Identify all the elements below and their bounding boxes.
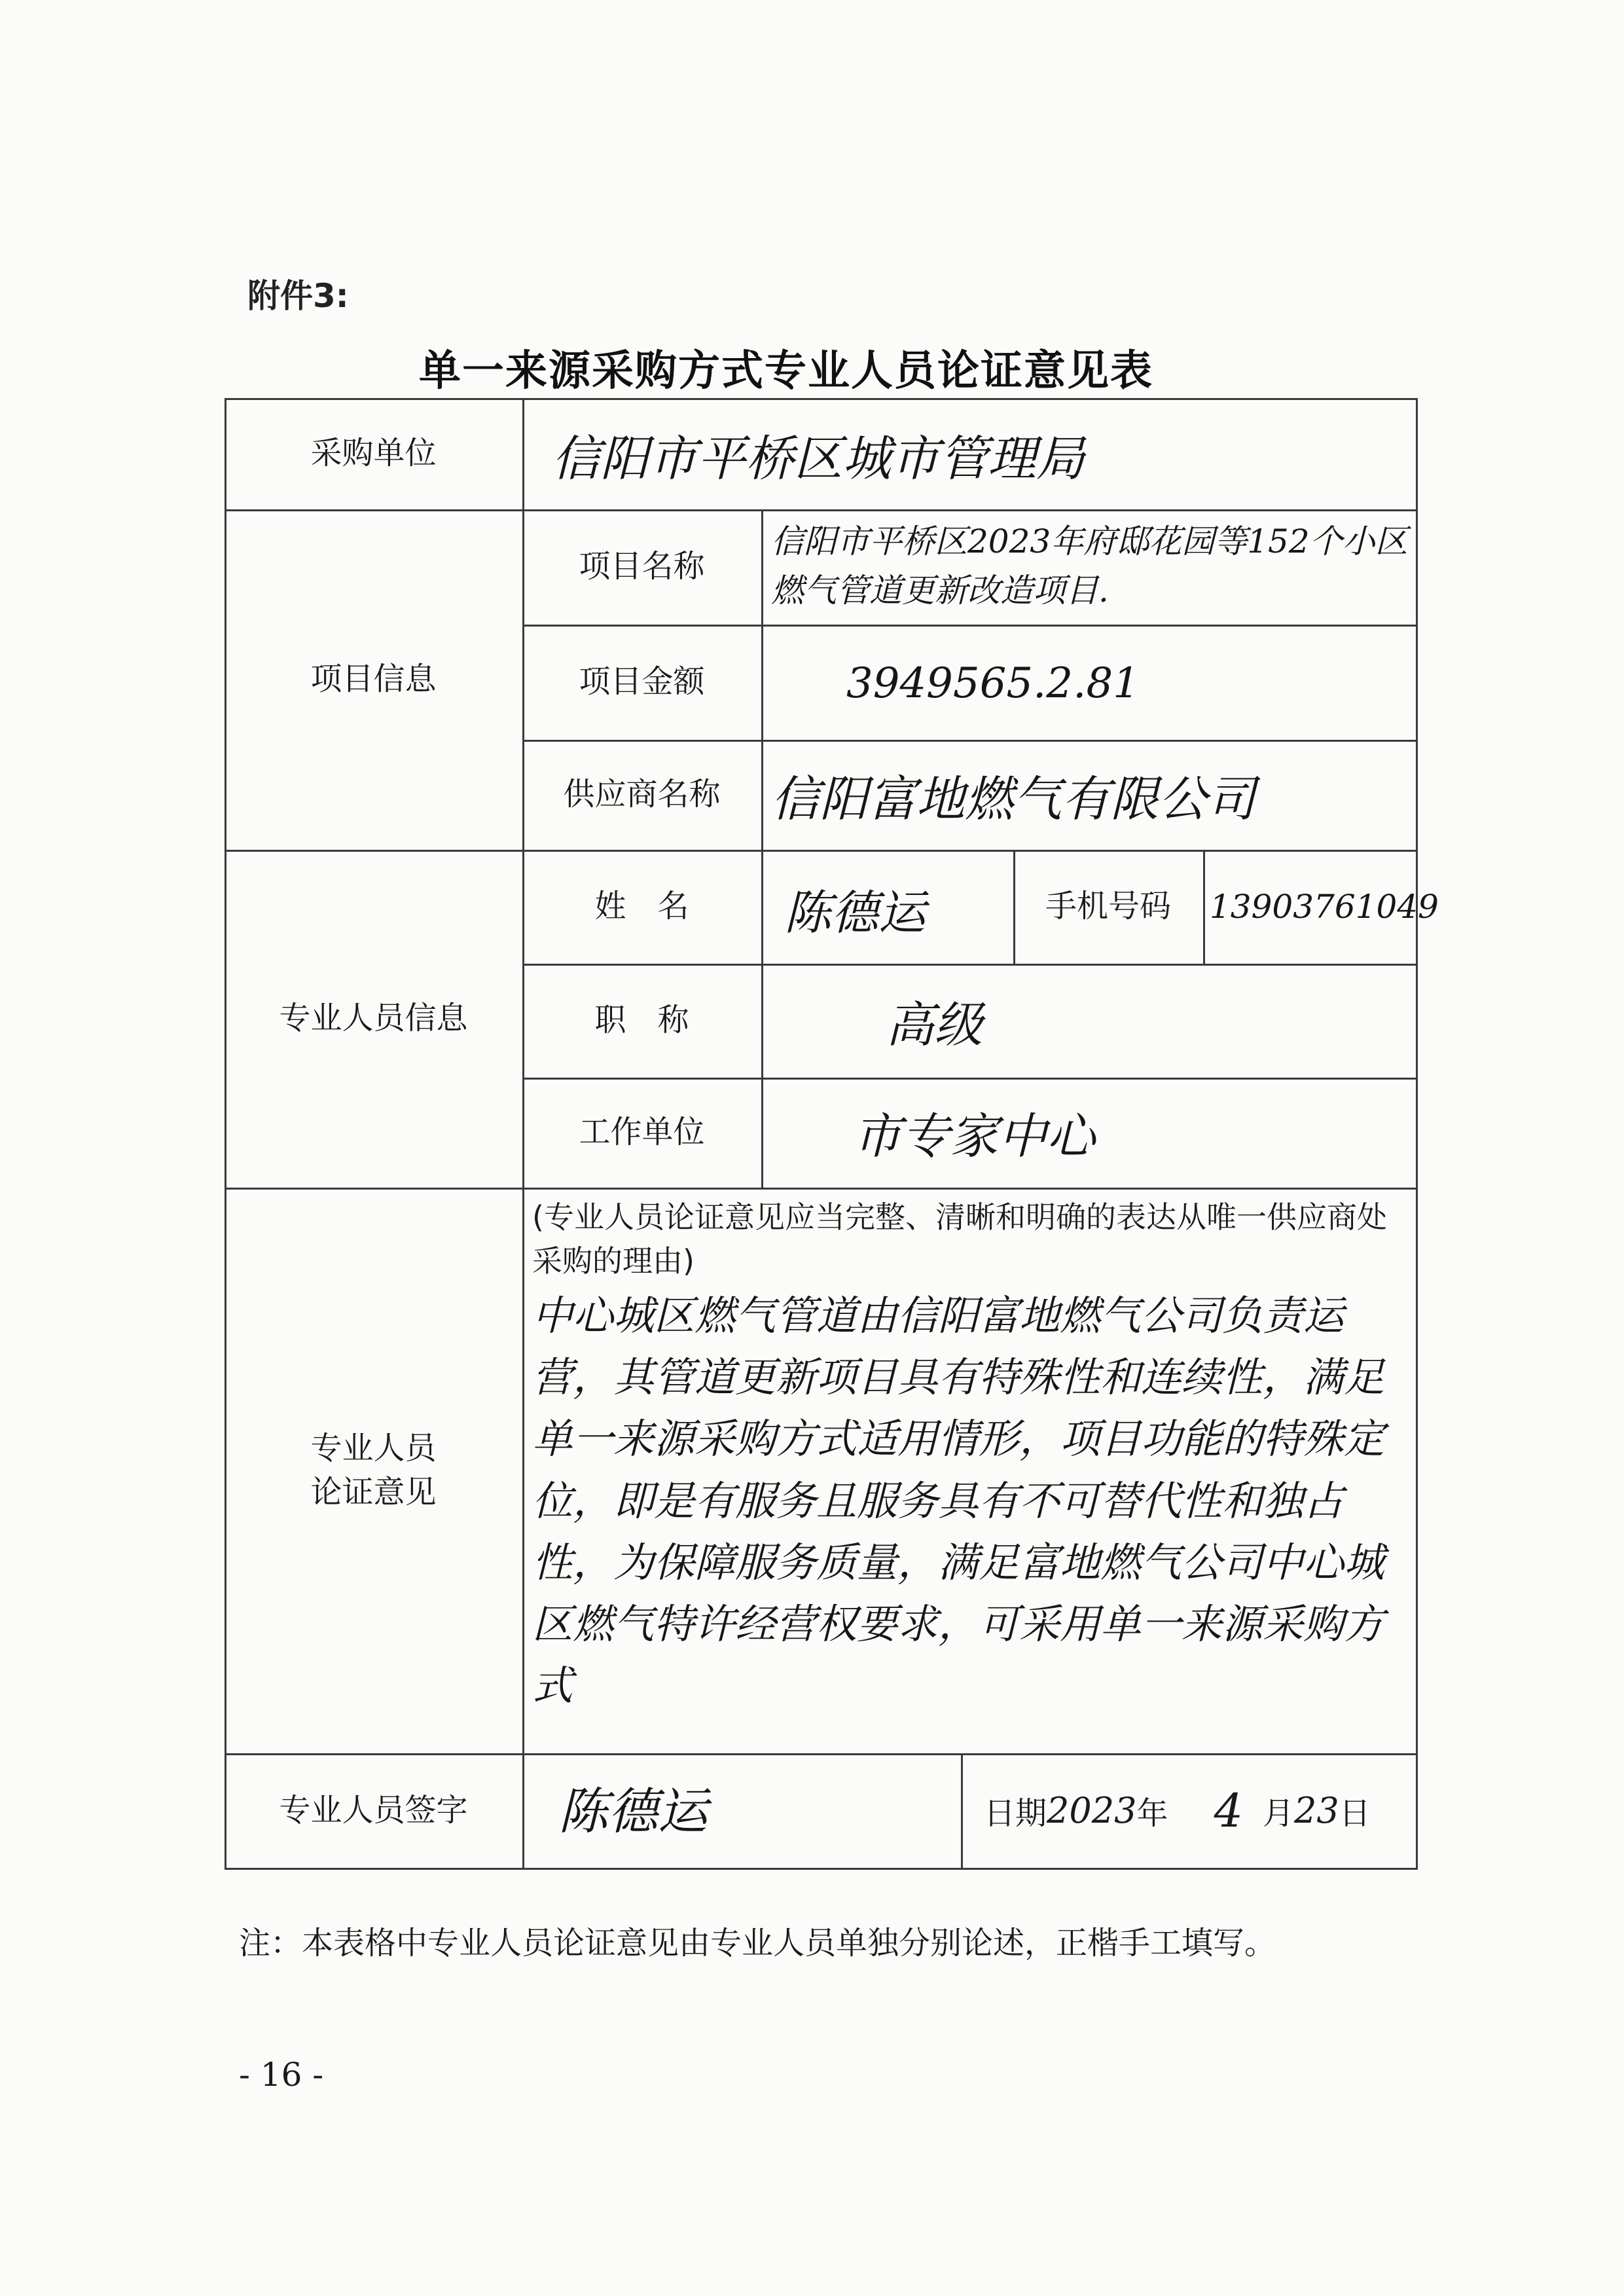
attachment-label: 附件3: bbox=[247, 277, 349, 315]
signature-date bbox=[963, 1753, 1416, 1868]
column-divider bbox=[761, 509, 763, 1188]
procurement-unit-value: 信阳市平桥区城市管理局 bbox=[552, 431, 1085, 487]
procurement-unit-label: 采购单位 bbox=[310, 435, 437, 472]
signature-label: 专业人员签字 bbox=[279, 1791, 468, 1829]
opinion-label-line1: 专业人员 bbox=[310, 1429, 437, 1467]
opinion-section-label bbox=[225, 1188, 522, 1753]
year-unit: 年 bbox=[1136, 1795, 1168, 1832]
work-unit-value: 市专家中心 bbox=[853, 1108, 1095, 1165]
date-day: 23 bbox=[1294, 1790, 1339, 1831]
opinion-form-table bbox=[225, 398, 1439, 1870]
page-number: - 16 - bbox=[239, 2056, 324, 2094]
job-title-label: 职 称 bbox=[594, 1002, 689, 1039]
date-label: 日期 bbox=[984, 1795, 1047, 1832]
project-amount-value: 3949565.2.81 bbox=[846, 659, 1140, 708]
table-border-right bbox=[1416, 398, 1418, 1870]
date-month: 4 bbox=[1214, 1783, 1244, 1838]
signature-value: 陈德运 bbox=[558, 1782, 708, 1840]
expert-name-label: 姓 名 bbox=[594, 888, 689, 925]
phone-label: 手机号码 bbox=[1045, 888, 1171, 925]
supplier-name-value: 信阳富地燃气有限公司 bbox=[771, 771, 1255, 828]
expert-name-value: 陈德运 bbox=[784, 885, 926, 940]
work-unit-label: 工作单位 bbox=[579, 1114, 705, 1151]
expert-info-section-label: 专业人员信息 bbox=[279, 1000, 468, 1037]
footnote: 注：本表格中专业人员论证意见由专业人员单独分别论述，正楷手工填写。 bbox=[239, 1925, 1276, 1961]
month-unit: 月 bbox=[1263, 1795, 1295, 1832]
project-amount-label: 项目金额 bbox=[579, 663, 705, 701]
form-title: 单一来源采购方式专业人员论证意见表 bbox=[419, 346, 1153, 395]
project-info-section-label: 项目信息 bbox=[310, 661, 437, 698]
opinion-label-line2: 论证意见 bbox=[310, 1474, 437, 1510]
project-name-value: 信阳市平桥区2023年府邸花园等152个小区燃气管道更新改造项目. bbox=[771, 522, 1408, 610]
day-unit: 日 bbox=[1339, 1795, 1371, 1832]
column-divider bbox=[1203, 850, 1205, 964]
table-border-bottom bbox=[225, 1868, 1418, 1870]
job-title-value: 高级 bbox=[886, 997, 983, 1053]
project-name-label: 项目名称 bbox=[579, 548, 705, 585]
phone-value: 13903761049 bbox=[1210, 888, 1439, 926]
opinion-instruction: (专业人员论证意见应当完整、清晰和明确的表达从唯一供应商处采购的理由) bbox=[532, 1199, 1387, 1279]
date-year: 2023 bbox=[1047, 1790, 1137, 1831]
supplier-name-label: 供应商名称 bbox=[563, 776, 721, 813]
opinion-handwritten-text: 中心城区燃气管道由信阳富地燃气公司负责运营，其管道更新项目具有特殊性和连续性，满足单一来源采购方式适用情形，项目功能的特殊定位，即是有服务且服务具有不可替代性和独占性，为保障服务质量，满足富地燃气公司中心城区燃气特许经营权要求，可采用单一来源采购方式 bbox=[532, 1292, 1385, 1710]
